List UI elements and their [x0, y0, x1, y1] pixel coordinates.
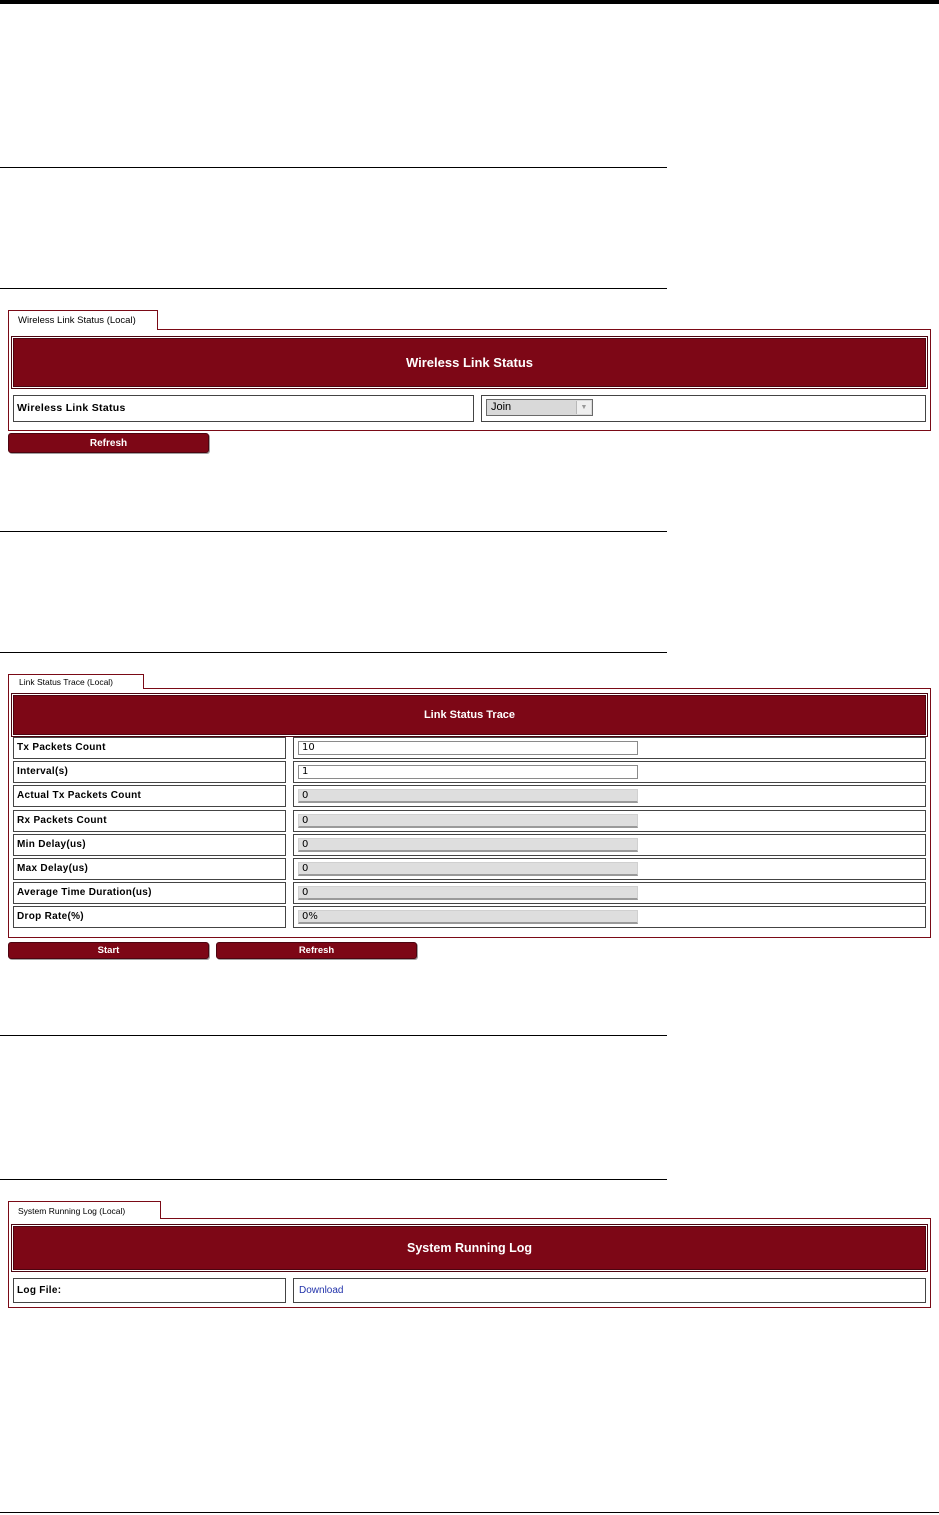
field-label: Wireless Link Status [13, 395, 474, 422]
divider [0, 531, 667, 532]
readonly-field: 0 [298, 789, 638, 803]
readonly-field: 0 [298, 862, 638, 876]
readonly-field: 0 [298, 838, 638, 852]
trace-row [13, 882, 926, 904]
section-header: Link Status Trace [13, 695, 926, 735]
top-rule [0, 0, 939, 4]
field-label: Log File: [13, 1278, 286, 1303]
trace-row [13, 834, 926, 856]
field-label: Drop Rate(%) [13, 906, 286, 928]
field-label: Interval(s) [13, 761, 286, 783]
chevron-down-icon: ▼ [576, 401, 591, 414]
trace-row [13, 761, 926, 783]
trace-row [13, 858, 926, 880]
field-value-cell [293, 858, 926, 880]
divider [0, 652, 667, 653]
trace-row [13, 810, 926, 832]
field-label: Tx Packets Count [13, 737, 286, 759]
field-value-cell [293, 906, 926, 928]
start-button[interactable]: Start [8, 942, 209, 959]
field-value-cell [293, 882, 926, 904]
field-label: Average Time Duration(us) [13, 882, 286, 904]
log-file-row [13, 1278, 926, 1303]
field-value-cell [293, 737, 926, 759]
field-label: Actual Tx Packets Count [13, 785, 286, 807]
wireless-status-row [13, 395, 926, 422]
divider [0, 1035, 667, 1036]
input-field[interactable]: 1 [298, 765, 638, 779]
link-status-trace-box [8, 688, 931, 938]
divider [0, 1179, 667, 1180]
tab-link-status-trace[interactable]: Link Status Trace (Local) [8, 674, 144, 689]
wireless-link-status-select[interactable] [486, 399, 593, 416]
input-field[interactable]: 10 [298, 741, 638, 755]
field-value-cell [481, 395, 926, 422]
field-label: Max Delay(us) [13, 858, 286, 880]
divider [0, 288, 667, 289]
field-value-cell [293, 834, 926, 856]
readonly-field: 0 [298, 886, 638, 900]
field-value-cell [293, 761, 926, 783]
field-value-cell [293, 810, 926, 832]
readonly-field: 0% [298, 910, 638, 924]
section-header: System Running Log [13, 1226, 926, 1270]
bottom-rule [0, 1512, 939, 1513]
field-label: Rx Packets Count [13, 810, 286, 832]
refresh-button[interactable]: Refresh [8, 433, 209, 453]
refresh-button[interactable]: Refresh [216, 942, 417, 959]
trace-row [13, 906, 926, 928]
system-running-log-box [8, 1218, 931, 1308]
tab-wireless-link-status[interactable]: Wireless Link Status (Local) [8, 310, 158, 330]
download-link[interactable]: Download [299, 1285, 344, 1296]
select-value: Join [491, 401, 512, 413]
tab-system-running-log[interactable]: System Running Log (Local) [8, 1201, 161, 1219]
trace-row [13, 785, 926, 807]
field-value-cell [293, 785, 926, 807]
divider [0, 167, 667, 168]
section-header: Wireless Link Status [13, 338, 926, 387]
field-label: Min Delay(us) [13, 834, 286, 856]
wireless-link-status-box [8, 329, 931, 431]
trace-row [13, 737, 926, 759]
readonly-field: 0 [298, 814, 638, 828]
field-value-cell [293, 1278, 926, 1303]
